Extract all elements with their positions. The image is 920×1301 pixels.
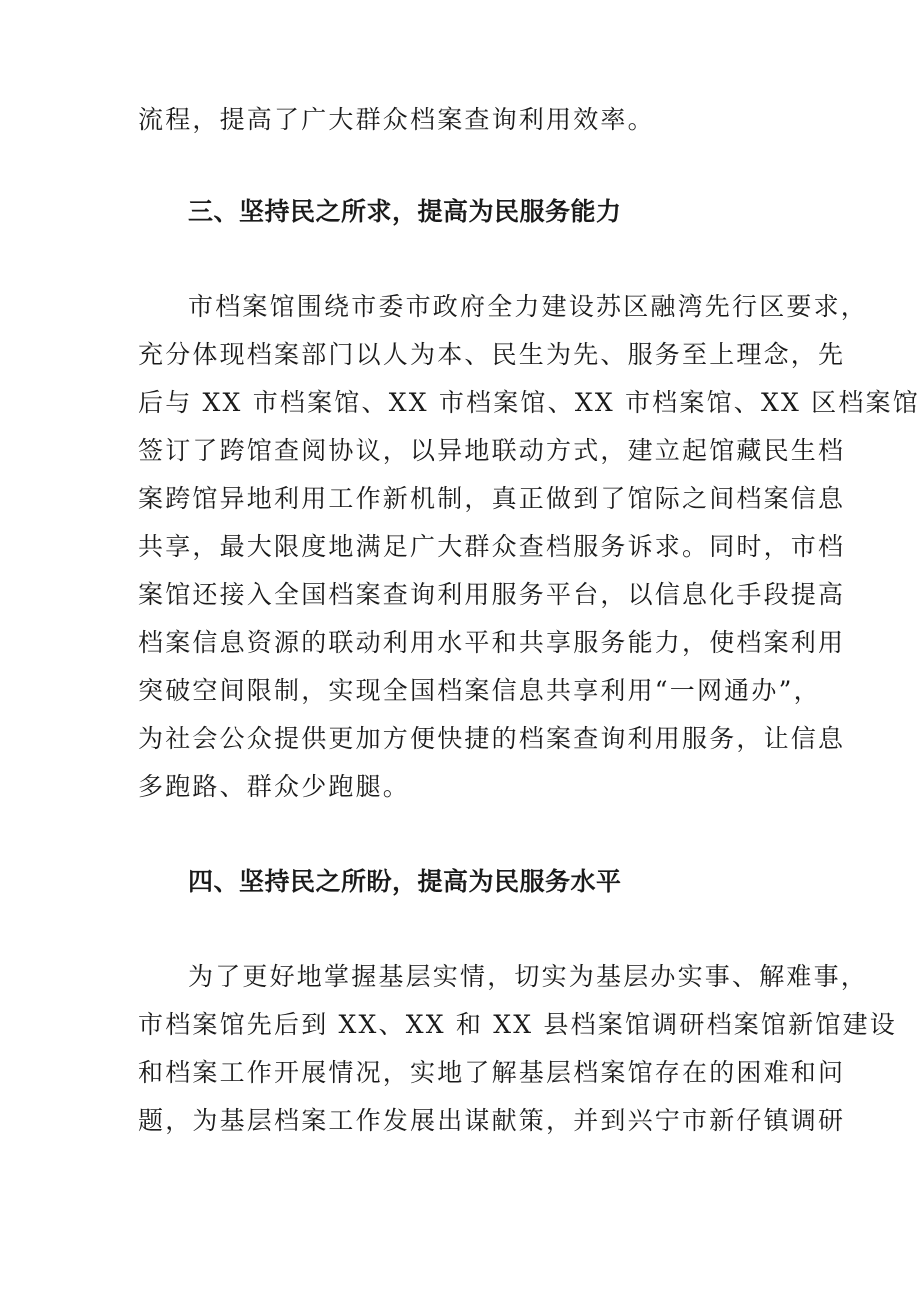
paragraph-line: 和档案工作开展情况，实地了解基层档案馆存在的困难和问	[138, 1058, 846, 1087]
paragraph-line: 案馆还接入全国档案查询利用服务平台，以信息化手段提高	[138, 580, 846, 609]
paragraph-line: 案跨馆异地利用工作新机制，真正做到了馆际之间档案信息	[138, 484, 846, 513]
paragraph-line: 签订了跨馆查阅协议，以异地联动方式，建立起馆藏民生档	[138, 436, 846, 465]
section-heading-4: 四、坚持民之所盼，提高为民服务水平	[188, 867, 622, 896]
paragraph-line: 档案信息资源的联动利用水平和共享服务能力，使档案利用	[138, 628, 846, 657]
paragraph-line: 为了更好地掌握基层实情，切实为基层办实事、解难事，	[188, 962, 869, 991]
paragraph-line: 市档案馆围绕市委市政府全力建设苏区融湾先行区要求，	[188, 292, 869, 321]
paragraph-line: 后与 XX 市档案馆、XX 市档案馆、XX 市档案馆、XX 区档案馆	[138, 388, 920, 417]
paragraph-line: 流程，提高了广大群众档案查询利用效率。	[138, 105, 655, 134]
paragraph-line: 共享，最大限度地满足广大群众查档服务诉求。同时，市档	[138, 532, 846, 561]
paragraph-line: 突破空间限制，实现全国档案信息共享利用“一网通办”，	[138, 676, 821, 705]
section-heading-3: 三、坚持民之所求，提高为民服务能力	[188, 197, 622, 226]
paragraph-line: 多跑路、群众少跑腿。	[138, 772, 411, 801]
paragraph-line: 市档案馆先后到 XX、XX 和 XX 县档案馆调研档案馆新馆建设	[138, 1010, 897, 1039]
paragraph-line: 充分体现档案部门以人为本、民生为先、服务至上理念，先	[138, 340, 846, 369]
paragraph-line: 题，为基层档案工作发展出谋献策，并到兴宁市新仔镇调研	[138, 1106, 846, 1135]
paragraph-line: 为社会公众提供更加方便快捷的档案查询利用服务，让信息	[138, 724, 846, 753]
